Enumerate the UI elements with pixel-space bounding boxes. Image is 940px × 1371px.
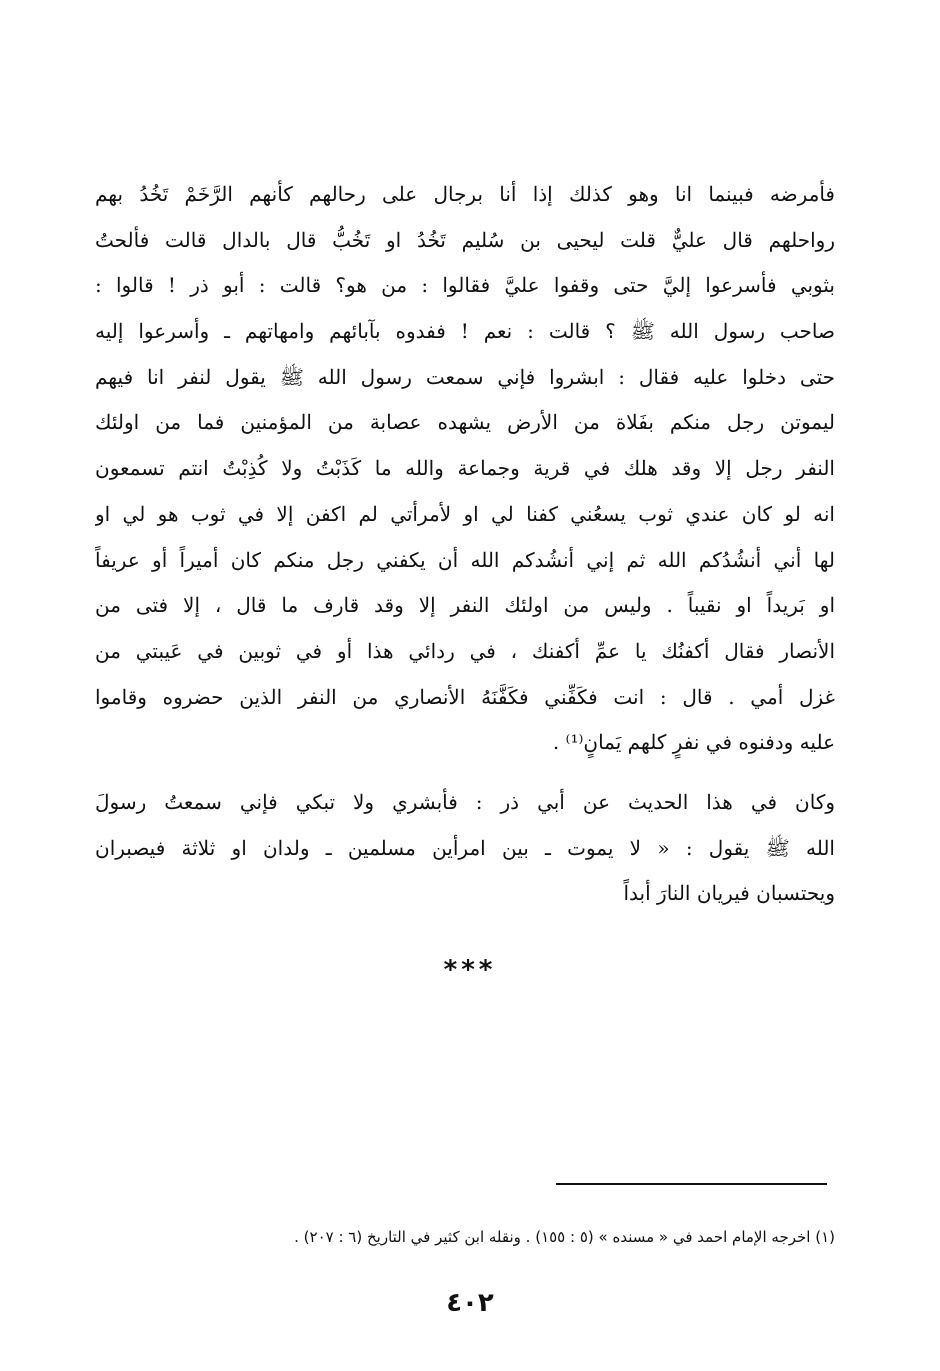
text-line: الأنصار فقال أكفنُك يا عمِّ أكفنك ، في ردائي هذا أو في ثوبين في عَيبتي من [95, 638, 835, 663]
text-line: رواحلهم قال عليٌّ قلت ليحيى بن سُليم تَخُدُ او تَخُبُّ قال بالدال قالت فألحتُ [95, 227, 835, 252]
text-line: غزل أمي . قال : انت فكَفِّني فكَفَّنَهُ الأنصاري من النفر الذين حضروه وقاموا [95, 684, 835, 709]
text-line: حتى دخلوا عليه فقال : ابشروا فإني سمعت رسول الله ﷺ يقول لنفر انا فيهم [95, 364, 835, 389]
text-line: ويحتسبان فيريان النارَ أبداً [623, 881, 835, 906]
text-line: عليه ودفنوه في نفرٍ كلهم يَمانٍ⁽¹⁾ . [552, 730, 835, 755]
page-number: ٤٠٢ [446, 1288, 494, 1318]
text-line: بثوبي فأسرعوا إليَّ حتى وقفوا عليَّ فقالوا : من هو؟ قالت : أبو ذر ! قالوا : [95, 273, 835, 298]
text-line: الله ﷺ يقول : « لا يموت ـ بين امرأين مسلمين ـ ولدان او ثلاثة فيصبران [95, 835, 835, 860]
footnote: (١) اخرجه الإمام احمد في « مسنده » (٥ : ١٥٥) . ونقله ابن كثير في التاريخ (٦ : ٢٠٧) . [294, 1228, 835, 1246]
footnote-divider [556, 1183, 827, 1185]
text-line: او بَريداً او نقيباً . وليس من اولئك النفر إلا وقد قارف ما قال ، إلا فتى من [95, 593, 835, 618]
text-line: صاحب رسول الله ﷺ ؟ قالت : نعم ! ففدوه بآبائهم وامهاتهم ـ وأسرعوا إليه [95, 319, 835, 344]
text-line: انه لو كان عندي ثوب يسعُني كفنا لي او لأمرأتي لم اكفن إلا في ثوب هو لي او [95, 501, 835, 526]
section-separator: *** [443, 955, 497, 985]
text-line: النفر رجل إلا وقد هلك في قرية وجماعة والله ما كَذَبْتُ ولا كُذِبْتُ انتم تسمعون [95, 456, 835, 481]
paragraph-2 [95, 780, 835, 917]
text-line: لها أني أنشُدُكم الله ثم إني أنشُدكم الله أن يكفني رجل منكم كان أميراً أو عريفاً [95, 547, 835, 572]
text-line: ليموتن رجل منكم بفَلاة من الأرض يشهده عصابة من المؤمنين فما من اولئك [95, 410, 835, 435]
text-line: فأمرضه فبينما انا وهو كذلك إذا أنا برجال على رحالهم كأنهم الرَّخَمْ تَخُدُ بهم [95, 182, 835, 206]
paragraph-1 [95, 172, 835, 766]
text-line: وكان في هذا الحديث عن أبي ذر : فأبشري ولا تبكي فإني سمعتُ رسولَ [95, 790, 835, 814]
